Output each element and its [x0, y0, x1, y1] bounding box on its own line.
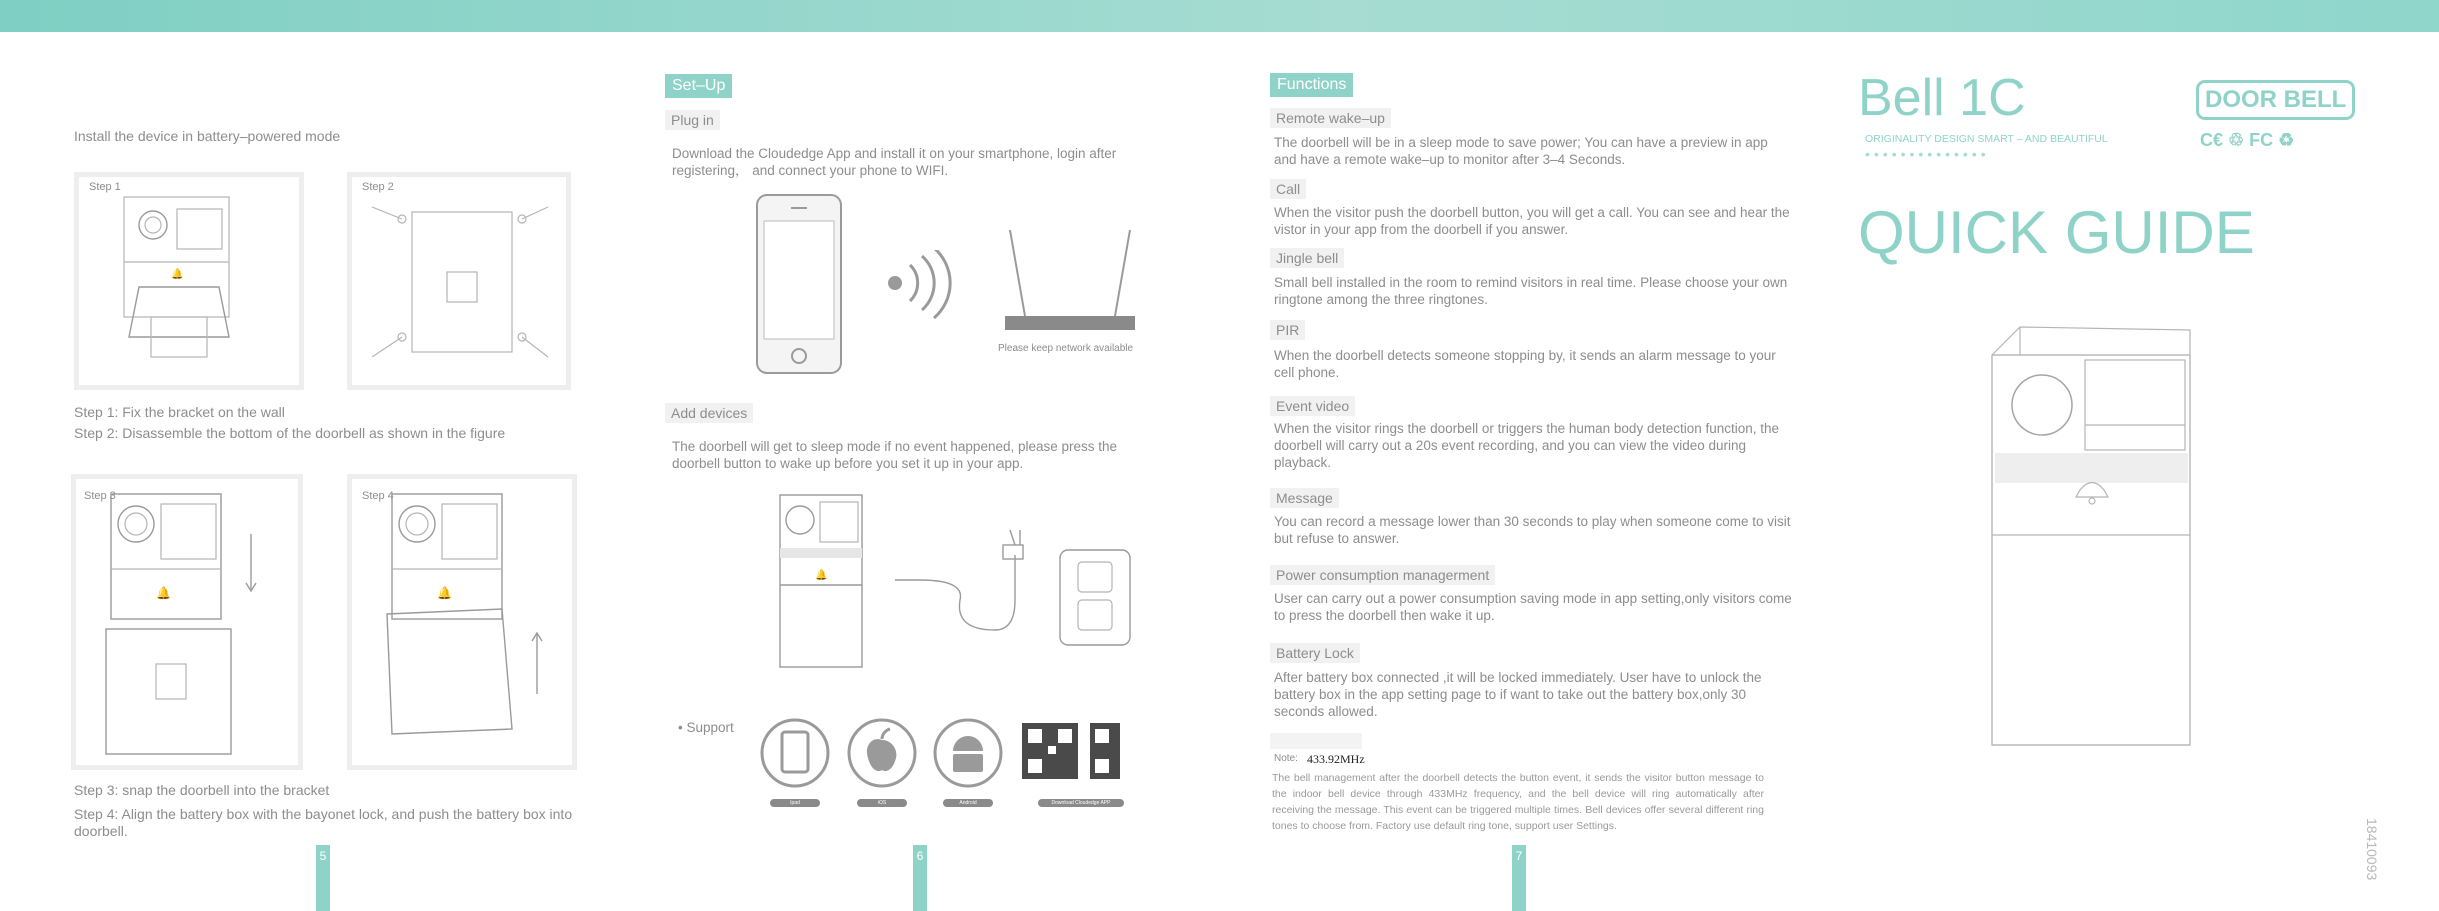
badge-ipad: Ipad	[770, 799, 820, 807]
add-devices-text: The doorbell will get to sleep mode if no event happened, please press the doorbell button to wake up before you set it up in your app.	[672, 439, 1118, 471]
step2-figure	[347, 172, 571, 390]
step3-label: Step 3	[84, 490, 116, 502]
tagline: ORIGINALITY DESIGN SMART – AND BEAUTIFUL	[1865, 133, 2108, 145]
function-text: When the visitor rings the doorbell or triggers the human body detection function, the doorbell will carry out a 20s event recording, and you can view the video during playback.	[1274, 421, 1780, 470]
function-name: PIR	[1270, 320, 1305, 340]
function-text: When the doorbell detects someone stopping by, it sends an alarm message to your cell phone.	[1274, 348, 1776, 380]
svg-text:🔔: 🔔	[171, 269, 184, 280]
support-platform-icons	[760, 718, 1120, 792]
smartphone-illustration	[755, 193, 850, 375]
add-devices-label: Add devices	[665, 403, 753, 423]
badge-download-app: Download Cloudedge APP	[1038, 799, 1124, 807]
wifi-signal-icon	[880, 250, 965, 325]
function-name: Call	[1270, 179, 1306, 199]
badge-ios: iOS	[857, 799, 907, 807]
badge-android: Android	[943, 799, 993, 807]
function-text: You can record a message lower than 30 seconds to play when someone come to visit but refuse to answer.	[1274, 514, 1791, 546]
functions-section-title: Functions	[1270, 73, 1353, 97]
step1-figure	[74, 172, 304, 390]
function-name: Event video	[1270, 396, 1355, 416]
router-caption: Please keep network available	[998, 343, 1134, 354]
step2-text: Step 2: Disassemble the bottom of the doorbell as shown in the figure	[74, 425, 506, 441]
function-name: Power consumption managerment	[1270, 565, 1495, 585]
step3-text: Step 3: snap the doorbell into the bracket	[74, 782, 330, 798]
plugin-text: Download the Cloudedge App and install it on your smartphone, login after registering， and connect your phone to WIFI.	[672, 146, 1117, 178]
charging-illustration	[775, 490, 1155, 670]
function-text: When the visitor push the doorbell button, you will get a call. You can see and hear the vistor in your app from the doorbell if you answer.	[1274, 205, 1790, 237]
note-label: Note:	[1274, 753, 1298, 764]
page5-title: Install the device in battery–powered mode	[74, 128, 341, 144]
svg-text:🔔: 🔔	[156, 586, 171, 600]
product-code: 18410093	[2364, 818, 2380, 881]
step4-text: Step 4: Align the battery box with the bayonet lock, and push the battery box into doorbell.	[74, 806, 573, 839]
function-text: The doorbell will be in a sleep mode to save power; You can have a preview in app and have a remote wake–up to monitor after 3–4 Seconds.	[1274, 135, 1768, 167]
step4-figure	[347, 474, 577, 770]
dotted-divider: ••••••••••••••	[1865, 146, 1990, 162]
doorbell-product-illustration	[1990, 325, 2195, 750]
step2-label: Step 2	[362, 181, 394, 193]
step3-figure	[71, 474, 303, 770]
function-text: After battery box connected ,it will be locked immediately. User have to unlock the battery box in the app setting page to if want to take out the battery box,only 30 seconds allowed.	[1274, 670, 1762, 719]
note-text: The bell management after the doorbell detects the button event, it sends the visitor button message to the indoor bell device through 433MHz frequency, and the bell device will ring automatically after receiving the message. This event can be triggered multiple times. Bell devices offer several different ring tones to choose from. Factory use default ring tone, support user Settings.	[1272, 772, 1764, 832]
function-name: Jingle bell	[1270, 248, 1344, 268]
function-name: Battery Lock	[1270, 643, 1360, 663]
page-number-7: 7	[1512, 845, 1526, 911]
note-frequency: 433.92MHz	[1307, 752, 1365, 766]
svg-text:🔔: 🔔	[815, 570, 828, 581]
plugin-label: Plug in	[665, 110, 720, 130]
support-label: • Support	[678, 720, 734, 735]
setup-section-title: Set–Up	[665, 74, 732, 98]
door-bell-logo: DOOR BELL	[2196, 80, 2355, 120]
quick-guide-title: QUICK GUIDE	[1858, 199, 2255, 266]
top-color-band	[0, 0, 2439, 32]
certification-marks: C€ ♲ FC ♻	[2200, 130, 2295, 150]
note-tab	[1270, 733, 1362, 749]
step4-label: Step 4	[362, 490, 394, 502]
function-text: User can carry out a power consumption saving mode in app setting,only visitors come to press the doorbell then wake it up.	[1274, 591, 1792, 623]
function-name: Remote wake–up	[1270, 108, 1391, 128]
svg-text:🔔: 🔔	[437, 586, 452, 600]
page-number-6: 6	[913, 845, 927, 911]
page-number-5: 5	[316, 845, 330, 911]
router-illustration	[1000, 228, 1140, 336]
product-name: Bell 1C	[1858, 69, 2026, 127]
step1-text: Step 1: Fix the bracket on the wall	[74, 404, 285, 420]
function-text: Small bell installed in the room to remind visitors in real time. Please choose your own ringtone among the three ringtones.	[1274, 275, 1788, 307]
function-name: Message	[1270, 488, 1339, 508]
step1-label: Step 1	[89, 181, 121, 193]
